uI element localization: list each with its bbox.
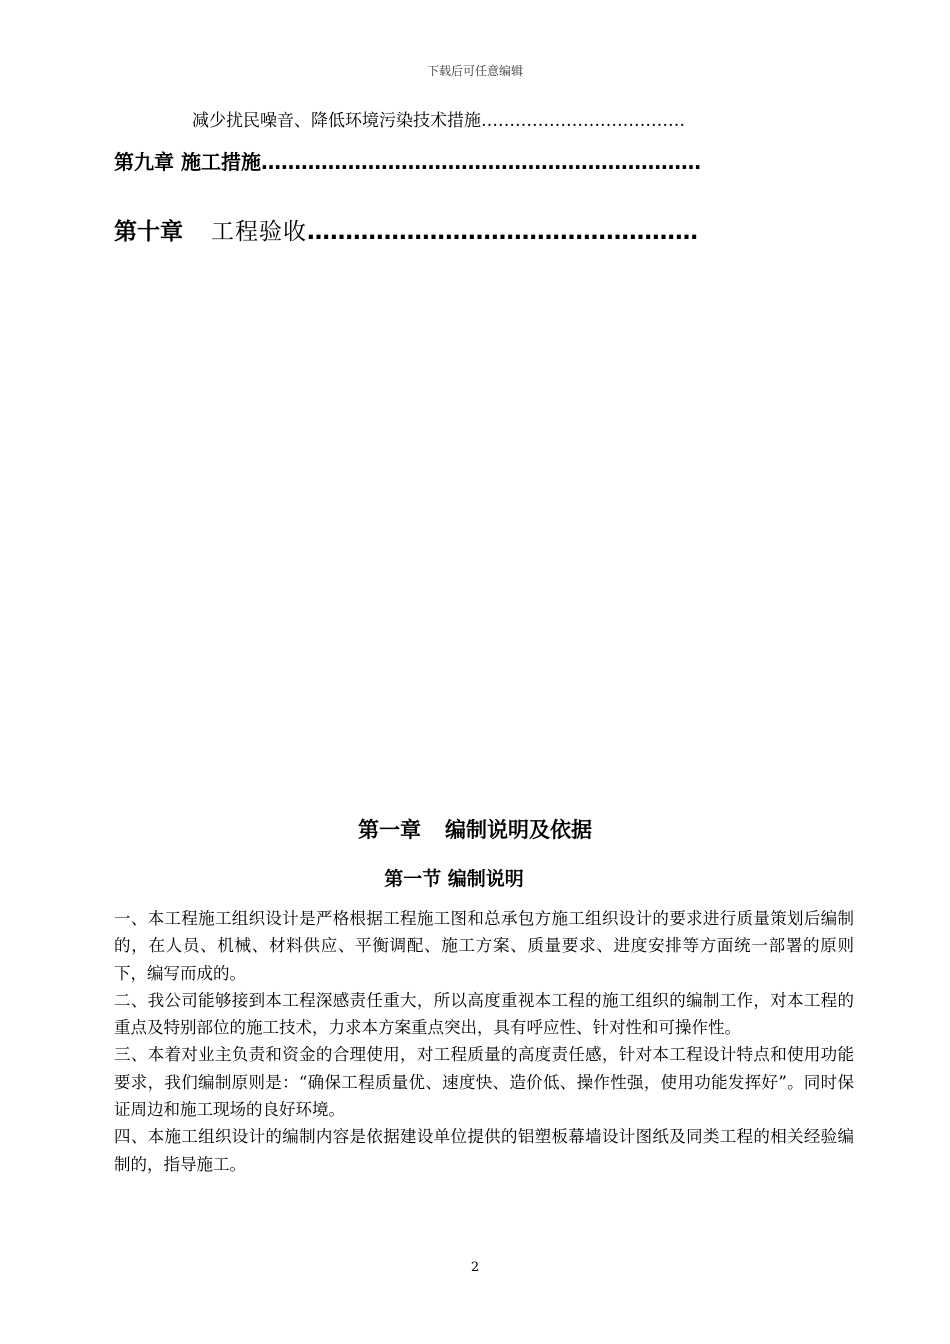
chapter-name: 编制说明及依据 <box>445 818 592 842</box>
chapter-number: 第一章 <box>358 818 421 842</box>
toc-chapter-10-title: 工程验收 <box>211 219 307 245</box>
toc-chapter-9: 第九章 施工措施………………………………………………………… <box>114 150 701 174</box>
page-number: 2 <box>470 1260 480 1275</box>
body-text <box>114 905 854 1178</box>
page-header: 下载后可任意编辑 <box>426 64 523 78</box>
toc-chapter-10-number: 第十章 <box>114 219 183 245</box>
section-title: 第一节 编制说明 <box>384 868 524 890</box>
toc-chapter-10 <box>114 213 698 246</box>
toc-chapter-10-dots: …………………………………………… <box>307 219 698 245</box>
paragraph-3: 三、本着对业主负责和资金的合理使用，对工程质量的高度责任感，针对本工程设计特点和使用功能要求，我们编制原则是：“确保工程质量优、速度快、造价低、操作性强，使用功能发挥好”。同时保证周边和施工现场的良好环境。 <box>114 1045 854 1120</box>
toc-item-noise-measures: 减少扰民噪音、降低环境污染技术措施……………………………… <box>192 111 685 131</box>
paragraph-1: 一、本工程施工组织设计是严格根据工程施工图和总承包方施工组织设计的要求进行质量策划后编制的，在人员、机械、材料供应、平衡调配、施工方案、质量要求、进度安排等方面统一部署的原则下，编写而成的。 <box>114 909 854 983</box>
paragraph-2: 二、我公司能够接到本工程深感责任重大，所以高度重视本工程的施工组织的编制工作，对本工程的重点及特别部位的施工技术，力求本方案重点突出，具有呼应性、针对性和可操作性。 <box>114 990 854 1038</box>
paragraph-4: 四、本施工组织设计的编制内容是依据建设单位提供的铝塑板幕墙设计图纸及同类工程的相关经验编制的，指导施工。 <box>114 1127 854 1174</box>
chapter-title <box>0 814 950 844</box>
